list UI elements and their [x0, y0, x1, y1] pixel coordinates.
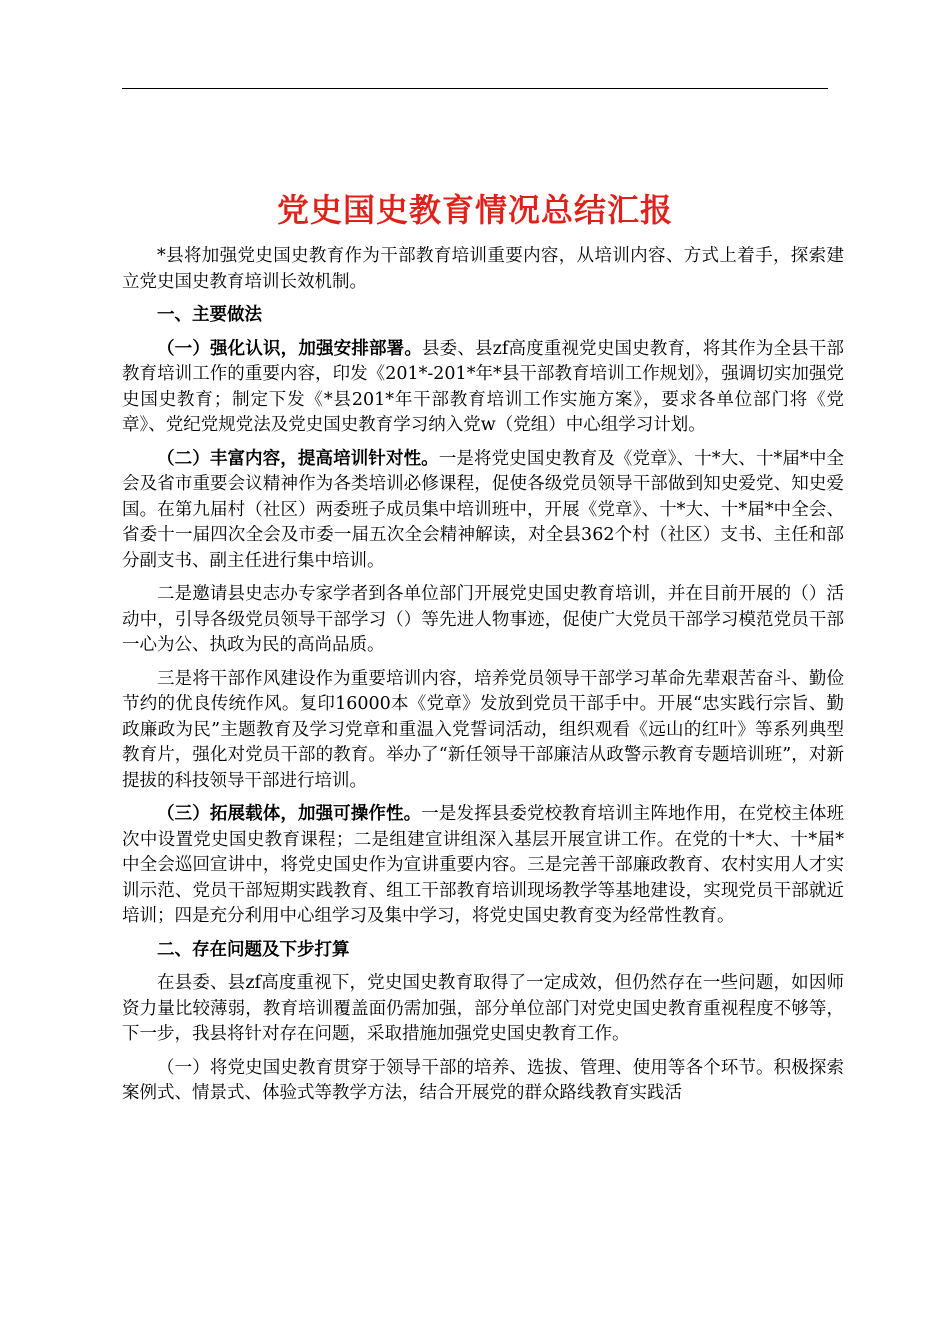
- document-title: 党史国史教育情况总结汇报: [276, 191, 673, 229]
- section-heading-2: 二、存在问题及下步打算: [157, 939, 350, 960]
- header-rule: [122, 88, 828, 89]
- paragraph-5-text: 一是发挥县委党校教育培训主阵地作用，在党校主体班次中设置党史国史教育课程；二是组建宣讲组深入基层开展宣讲工作。在党的十*大、十*届*中全会巡回宣讲中，将党史国史作为宣讲重要内容。三是完善干部廉政教育、农村实用人才实训示范、党员干部短期实践教育、组工干部教育培训现场教学等基地建设，实现党员干部就近培训；四是充分利用中心组学习及集中学习，将党史国史教育变为经常性教育。: [122, 804, 845, 926]
- paragraph-1: [122, 337, 844, 439]
- paragraph-1-text: 县委、县zf高度重视党史国史教育，将其作为全县干部教育培训工作的重要内容，印发《201*-201*年*县干部教育培训工作规划》，强调切实加强党史国史教育；制定下发《*县201*年干部教育培训工作实施方案》，要求各单位部门将《党章》、党纪党规党法及党史国史教育学习纳入党w（党组）中心组学习计划。: [122, 338, 844, 435]
- section-heading-1: 一、主要做法: [157, 305, 262, 325]
- paragraph-7: （一）将党史国史教育贯穿于领导干部的培养、选拔、管理、使用等各个环节。积极探索案例式、情景式、体验式等教学方法，结合开展党的群众路线教育实践活: [122, 1057, 844, 1103]
- paragraph-5-lead: （三）拓展载体，加强可操作性。: [157, 804, 422, 824]
- paragraph-1-lead: （一）强化认识，加强安排部署。: [157, 338, 422, 359]
- paragraph-3: 二是邀请县史志办专家学者到各单位部门开展党史国史教育培训，并在目前开展的（）活动中，引导各级党员领导干部学习（）等先进人物事迹，促使广大党员干部学习模范党员干部一心为公、执政为民的高尚品质。: [122, 584, 844, 655]
- paragraph-4: 三是将干部作风建设作为重要培训内容，培养党员领导干部学习革命先辈艰苦奋斗、勤俭节约的优良传统作风。复印16000本《党章》发放到党员干部手中。开展“忠实践行宗旨、勤政廉政为民”主题教育及学习党章和重温入党誓词活动，组织观看《远山的红叶》等系列典型教育片，强化对党员干部的教育。举办了“新任领导干部廉洁从政警示教育专题培训班”，对新提拔的科技领导干部进行培训。: [122, 668, 844, 791]
- paragraph-2-lead: （二）丰富内容，提高培训针对性。: [157, 448, 439, 469]
- paragraph-6: 在县委、县zf高度重视下，党史国史教育取得了一定成效，但仍然存在一些问题，如因师资力量比较薄弱，教育培训覆盖面仍需加强，部分单位部门对党史国史教育重视程度不够等，下一步，我县将针对存在问题，采取措施加强党史国史教育工作。: [122, 973, 844, 1044]
- paragraph-5: [122, 802, 844, 930]
- intro-paragraph: *县将加强党史国史教育作为干部教育培训重要内容，从培训内容、方式上着手，探索建立党史国史教育培训长效机制。: [122, 246, 844, 292]
- paragraph-2: [122, 447, 844, 575]
- document-body: [122, 244, 844, 1107]
- paragraph-2-text: 一是将党史国史教育及《党章》、十*大、十*届*中全会及省市重要会议精神作为各类培训必修课程，促使各级党员领导干部做到知史爱党、知史爱国。在第九届村（社区）两委班子成员集中培训班中，开展《党章》、十*大、十*届*中全会、省委十一届四次全会及市委一届五次全会精神解读，对全县362个村（社区）支书、主任和部分副支书、副主任进行集中培训。: [122, 448, 845, 571]
